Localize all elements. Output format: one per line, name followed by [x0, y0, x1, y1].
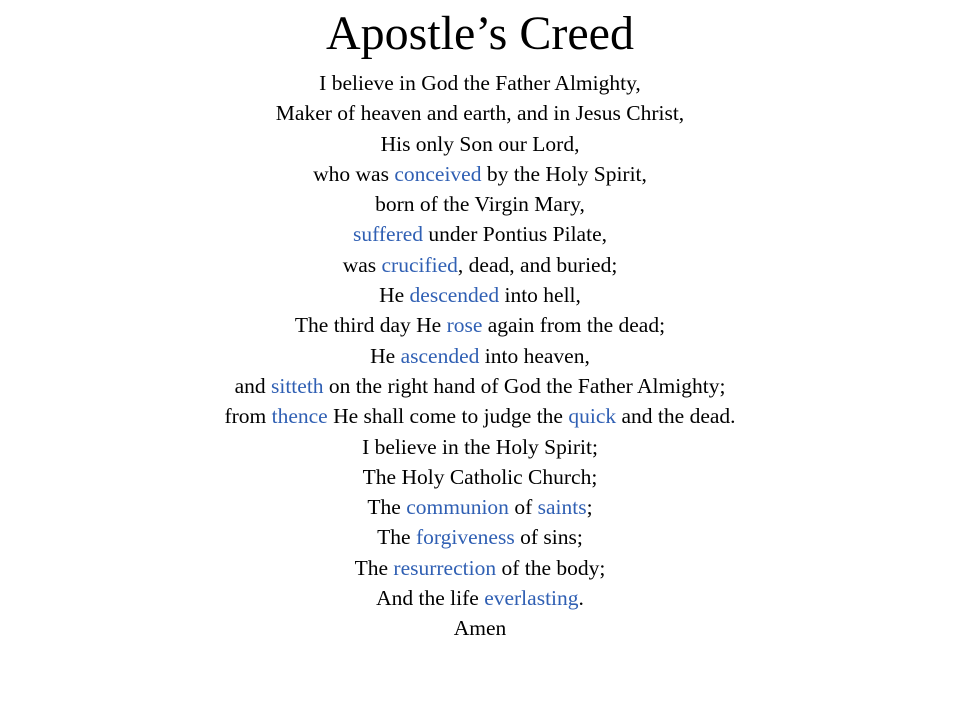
creed-text-segment: on the right hand of God the Father Almighty; — [323, 373, 726, 398]
creed-line — [0, 68, 960, 98]
creed-text-segment: of — [508, 495, 538, 520]
creed-text-segment: The Holy Catholic Church; — [362, 464, 598, 489]
creed-text-segment: I believe in God the Father Almighty, — [319, 71, 641, 95]
creed-line — [0, 159, 960, 189]
highlighted-word: saints — [537, 495, 587, 520]
creed-line — [0, 583, 960, 613]
creed-line — [0, 613, 960, 643]
creed-line — [0, 492, 960, 522]
creed-text-segment: Amen — [453, 616, 507, 641]
creed-text-segment: The — [354, 555, 394, 580]
highlighted-word: suffered — [353, 222, 424, 247]
highlighted-word: ascended — [400, 343, 480, 368]
slide-title: Apostle’s Creed — [326, 7, 634, 60]
creed-text-segment: The third day He — [294, 313, 447, 338]
creed-text-segment: He — [379, 283, 410, 308]
creed-line — [0, 280, 960, 310]
highlighted-word: thence — [271, 404, 328, 429]
creed-text-segment: who was — [313, 161, 395, 186]
highlighted-word: crucified — [381, 252, 458, 277]
highlighted-word: communion — [406, 495, 509, 520]
creed-text-segment: again from the dead; — [482, 313, 666, 338]
creed-text-segment: of sins; — [514, 525, 583, 550]
creed-line — [0, 129, 960, 159]
creed-text-segment: by the Holy Spirit, — [481, 161, 647, 186]
creed-text-segment: , dead, and buried; — [457, 252, 618, 277]
creed-line — [0, 310, 960, 340]
creed-line — [0, 341, 960, 371]
creed-text-segment: Maker of heaven and earth, and in Jesus Christ, — [275, 101, 685, 126]
highlighted-word: sitteth — [270, 373, 324, 398]
highlighted-word: quick — [568, 404, 617, 429]
highlighted-word: resurrection — [393, 555, 497, 580]
creed-line — [0, 462, 960, 492]
creed-text-segment: born of the Virgin Mary, — [375, 192, 585, 217]
creed-line — [0, 98, 960, 128]
creed-text-segment: . — [578, 586, 584, 611]
highlighted-word: forgiveness — [415, 525, 515, 550]
creed-text-segment: from — [224, 404, 272, 429]
creed-text-segment: His only Son our Lord, — [380, 131, 580, 156]
creed-text-segment: The — [367, 495, 407, 520]
creed-text-segment: He shall come to judge the — [327, 404, 569, 429]
creed-text-segment: of the body; — [496, 555, 606, 580]
creed-line — [0, 219, 960, 249]
creed-text-segment: And the life — [376, 586, 485, 611]
creed-line — [0, 250, 960, 280]
creed-line — [0, 522, 960, 552]
highlighted-word: everlasting — [484, 586, 579, 611]
creed-text-segment: ; — [586, 495, 593, 520]
creed-text-segment: I believe in the Holy Spirit; — [362, 434, 598, 459]
creed-text-segment: was — [342, 252, 382, 277]
creed-line — [0, 371, 960, 401]
creed-text-segment: into hell, — [499, 283, 581, 308]
highlighted-word: conceived — [394, 161, 482, 186]
creed-line — [0, 553, 960, 583]
highlighted-word: descended — [409, 283, 500, 308]
creed-text — [0, 68, 960, 644]
creed-line — [0, 189, 960, 219]
creed-text-segment: under Pontius Pilate, — [423, 222, 607, 247]
creed-text-segment: He — [370, 343, 401, 368]
creed-text-segment: into heaven, — [479, 343, 590, 368]
highlighted-word: rose — [446, 313, 483, 338]
creed-line — [0, 401, 960, 431]
creed-text-segment: The — [377, 525, 416, 550]
creed-text-segment: and — [234, 373, 271, 398]
creed-text-segment: and the dead. — [616, 404, 736, 429]
creed-line — [0, 432, 960, 462]
